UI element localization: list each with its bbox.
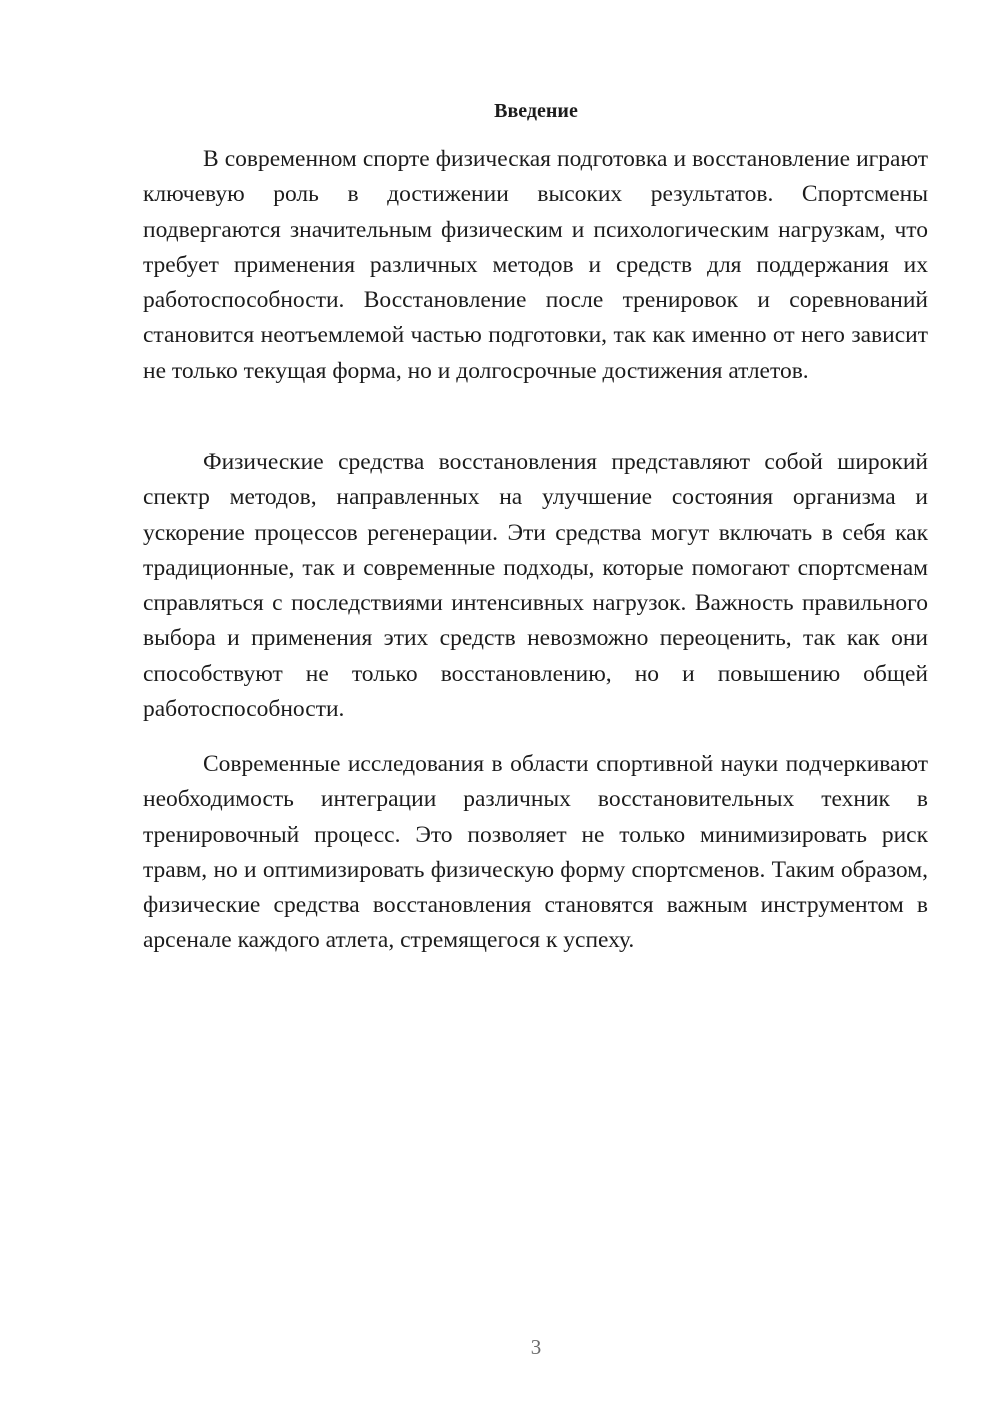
paragraph-physical-means: Физические средства восстановления представляют собой широкий спектр методов, направленных на улучшение состояния организма и ускорение процессов регенерации. Эти средства могут включать в себя как традиционные, так и современные подходы, которые помогают спортсменам справляться с последствиями интенсивных нагрузок. Важность правильного выбора и применения этих средств невозможно переоценить, так как они способствуют не только восстановлению, но и повышению общей работоспособности. xyxy=(143,449,928,723)
section-heading: Введение xyxy=(494,100,578,122)
paragraph-intro: В современном спорте физическая подготовка и восстановление играют ключевую роль в достижении высоких результатов. Спортсмены подвергаются значительным физическим и психологическим нагрузкам, что требует применения различных методов и средств для поддержания их работоспособности. Восстановление после тренировок и соревнований становится неотъемлемой частью подготовки, так как именно от него зависит не только текущая форма, но и долгосрочные достижения атлетов. xyxy=(143,146,928,384)
paragraph-modern-research: Современные исследования в области спортивной науки подчеркивают необходимость интеграции различных восстановительных техник в тренировочный процесс. Это позволяет не только минимизировать риск травм, но и оптимизировать физическую форму спортсменов. Таким образом, физические средства восстановления становятся важным инструментом в арсенале каждого атлета, стремящегося к успеху. xyxy=(143,751,928,954)
page-number: 3 xyxy=(530,1335,542,1359)
